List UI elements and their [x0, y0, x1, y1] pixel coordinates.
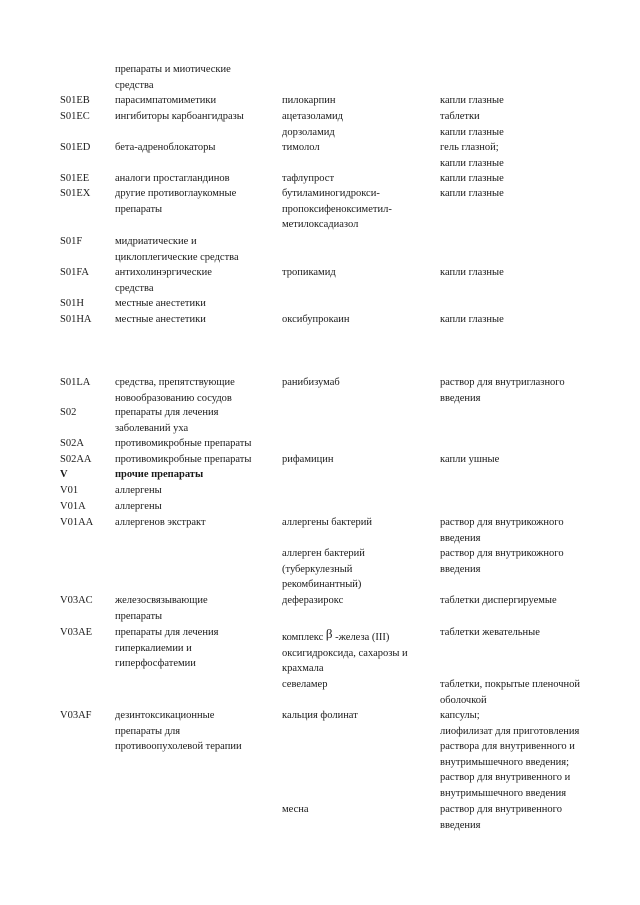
substance-cell: оксибупрокаин — [282, 314, 350, 325]
form-cell: капли глазные — [440, 314, 504, 325]
group-cell: дезинтоксикационные препараты для противоопухолевой терапии — [115, 710, 242, 753]
form-cell: капли ушные — [440, 454, 500, 465]
atc-code-cell: S02A — [60, 438, 84, 449]
form-cell: раствор для внутриглазного введения — [440, 377, 565, 404]
group-cell: местные анестетики — [115, 298, 206, 309]
form-cell: капсулы; лиофилизат для приготовления раствора для внутривенного и внутримышечного введения; раствор для внутривенного и внутримышечного введения — [440, 710, 580, 799]
group-cell: ингибиторы карбоангидразы — [115, 111, 244, 122]
substance-cell: аллерген бактерий (туберкулезный рекомбинантный) — [282, 548, 365, 591]
atc-code-cell: S01FA — [60, 267, 89, 278]
group-cell: аллергены — [115, 501, 162, 512]
group-cell: местные анестетики — [115, 314, 206, 325]
group-cell: аллергенов экстракт — [115, 517, 206, 528]
group-cell: препараты и миотические средства — [115, 64, 231, 91]
substance-cell — [282, 628, 432, 677]
group-cell: аналоги простагландинов — [115, 173, 230, 184]
substance-cell: кальция фолинат — [282, 710, 358, 721]
group-cell: препараты для лечения заболеваний уха — [115, 407, 219, 434]
group-cell: противомикробные препараты — [115, 438, 252, 449]
atc-code-cell: V01 — [60, 485, 79, 496]
substance-cell: месна — [282, 804, 309, 815]
group-cell: другие противоглаукомные препараты — [115, 188, 237, 215]
substance-prefix: комплекс — [282, 632, 326, 643]
substance-cell: пилокарпин — [282, 95, 336, 106]
atc-code-cell: S01HA — [60, 314, 92, 325]
substance-suffix: -железа (III) оксигидроксида, сахарозы и крахмала — [282, 632, 408, 675]
substance-cell: ацетазоламид дорзоламид — [282, 111, 344, 138]
substance-cell: севеламер — [282, 679, 328, 690]
group-cell: прочие препараты — [115, 469, 204, 480]
atc-code-cell: S02 — [60, 407, 77, 418]
beta-symbol: β — [325, 626, 333, 641]
form-cell: капли глазные — [440, 173, 504, 184]
atc-code-cell: V03AF — [60, 710, 92, 721]
group-cell: аллергены — [115, 485, 162, 496]
atc-code-cell: S02AA — [60, 454, 92, 465]
form-cell: раствор для внутрикожного введения — [440, 517, 564, 544]
atc-code-cell: S01F — [60, 236, 83, 247]
form-cell: раствор для внутрикожного введения — [440, 548, 564, 575]
substance-cell: тропикамид — [282, 267, 336, 278]
atc-code-cell: S01H — [60, 298, 84, 309]
substance-cell: ранибизумаб — [282, 377, 340, 388]
group-cell: парасимпатомиметики — [115, 95, 217, 106]
form-cell: капли глазные — [440, 188, 504, 199]
atc-code-cell: S01EX — [60, 188, 91, 199]
form-cell: таблетки диспергируемые — [440, 595, 557, 606]
atc-code-cell: V01A — [60, 501, 86, 512]
atc-code-cell: S01LA — [60, 377, 91, 388]
form-cell: гель глазной; капли глазные — [440, 142, 504, 169]
group-cell: железосвязывающие препараты — [115, 595, 208, 622]
substance-cell: рифамицин — [282, 454, 334, 465]
group-cell: препараты для лечения гиперкалиемии и гиперфосфатемии — [115, 627, 219, 670]
group-cell: средства, препятствующие новообразованию сосудов — [115, 377, 235, 404]
substance-cell: тимолол — [282, 142, 320, 153]
form-cell: таблетки капли глазные — [440, 111, 504, 138]
group-cell: противомикробные препараты — [115, 454, 252, 465]
substance-cell: деферазирокс — [282, 595, 344, 606]
atc-code-cell: V01AA — [60, 517, 94, 528]
group-cell: мидриатические и циклоплегические средства — [115, 236, 239, 263]
atc-code-cell: S01EE — [60, 173, 90, 184]
substance-cell: аллергены бактерий — [282, 517, 372, 528]
form-cell: таблетки жевательные — [440, 627, 540, 638]
form-cell: таблетки, покрытые пленочной оболочкой — [440, 679, 581, 706]
form-cell: капли глазные — [440, 95, 504, 106]
form-cell: раствор для внутривенного введения — [440, 804, 562, 831]
group-cell: бета-адреноблокаторы — [115, 142, 216, 153]
atc-code-cell: V — [60, 469, 68, 480]
substance-cell: тафлупрост — [282, 173, 335, 184]
substance-cell: бутиламиногидрокси- пропоксифеноксиметил- метилоксадиазол — [282, 188, 392, 231]
atc-code-cell: S01EC — [60, 111, 90, 122]
atc-code-cell: S01ED — [60, 142, 91, 153]
atc-code-cell: S01EB — [60, 95, 90, 106]
form-cell: капли глазные — [440, 267, 504, 278]
atc-code-cell: V03AC — [60, 595, 93, 606]
atc-code-cell: V03AE — [60, 627, 93, 638]
group-cell: антихолинэргические средства — [115, 267, 212, 294]
